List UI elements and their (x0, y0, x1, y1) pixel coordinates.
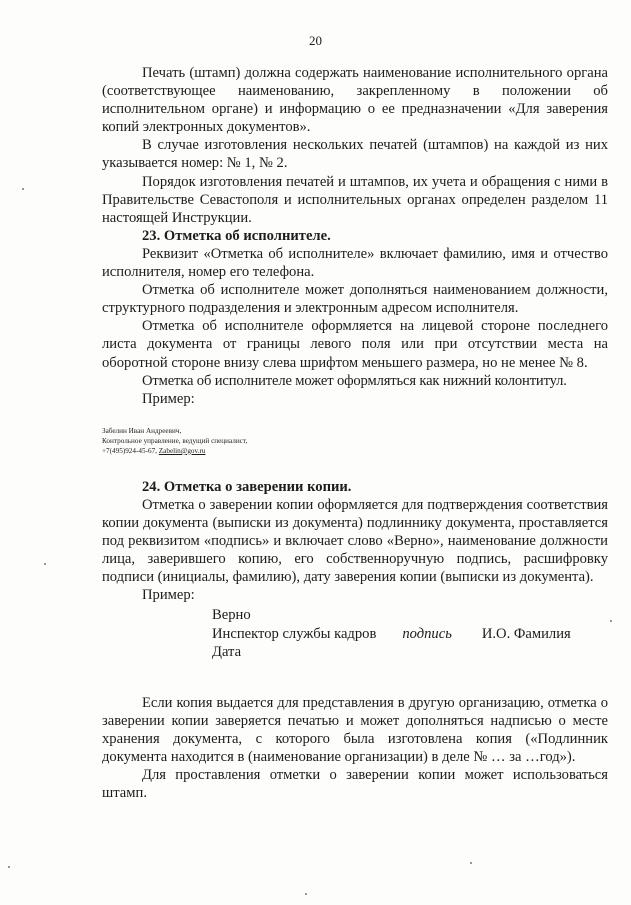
executor-contacts (102, 446, 608, 456)
section-23-heading: 23. Отметка об исполнителе. (142, 227, 331, 244)
section-24-paragraph-2: Если копия выдается для представления в другую организацию, отметка о заверении копии заверяется печатью и может дополняться надписью о месте хранения документа, с которого была изготовлена копия («Подлинник документа находится в (наименование организации) в деле № … за …год»). (102, 694, 608, 766)
paragraph-stamp-numbers: В случае изготовления нескольких печатей (штампов) на каждой из них указывается номер: № 1, № 2. (102, 137, 608, 172)
example-label-1: Пример: (142, 390, 195, 407)
certification-signature-line (212, 625, 608, 644)
page-content (102, 64, 608, 803)
section-23-paragraph-2: Отметка об исполнителе может дополняться наименованием должности, структурного подразделения и электронным адресом исполнителя. (102, 282, 608, 317)
certification-signature: подпись (402, 625, 452, 642)
scan-speck (305, 893, 307, 895)
section-24-heading: 24. Отметка о заверении копии. (142, 478, 352, 495)
scan-speck (470, 862, 472, 864)
executor-phone: +7(495)924-45-67, (102, 446, 159, 455)
section-24-paragraph-1: Отметка о заверении копии оформляется для подтверждения соответствия копии документа (выписки из документа) подлиннику документа, проставляется под реквизитом «подпись» и включает слово «Верно», наименование должности лица, заверившего копию, его собственноручную подпись, расшифровку подписи (инициалы, фамилию), дату заверения копии (выписки из документа). (102, 496, 608, 586)
copy-certification-example (212, 606, 608, 662)
scan-speck (610, 620, 612, 622)
paragraph-stamp-procedure: Порядок изготовления печатей и штампов, их учета и обращения с ними в Правительстве Севастополя и исполнительных органах определен разделом 11 настоящей Инструкции. (102, 173, 608, 226)
executor-name: Забелин Иван Андреевич, (102, 426, 182, 435)
executor-position: Контрольное управление, ведущий специалист, (102, 436, 248, 445)
scan-speck (22, 188, 24, 190)
executor-mark-example (102, 426, 608, 456)
certification-position: Инспектор службы кадров (212, 625, 377, 642)
executor-email-link[interactable]: Zabelin@gov.ru (158, 446, 206, 455)
section-24-paragraph-3: Для проставления отметки о заверении копии может использоваться штамп. (102, 767, 608, 802)
section-23-paragraph-3: Отметка об исполнителе оформляется на лицевой стороне последнего листа документа от границы левого поля или при отсутствии места на оборотной стороне внизу слева шрифтом меньшего размера, но не менее № 8. (102, 318, 608, 371)
scan-speck (8, 866, 10, 868)
section-23-paragraph-1: Реквизит «Отметка об исполнителе» включает фамилию, имя и отчество исполнителя, номер его телефона. (102, 245, 608, 281)
section-23-paragraph-4: Отметка об исполнителе может оформляться как нижний колонтитул. (142, 372, 567, 389)
page-number: 20 (309, 33, 322, 48)
scan-speck (44, 563, 46, 565)
paragraph-stamp-content: Печать (штамп) должна содержать наименование исполнительного органа (соответствующее наименованию, закрепленному в положении об исполнительном органе) и информацию о ее предназначении «Для заверения копий электронных документов». (102, 65, 608, 136)
certification-word: Верно (212, 607, 251, 624)
certification-date: Дата (212, 644, 242, 661)
certification-name: И.О. Фамилия (481, 625, 571, 642)
example-label-2: Пример: (142, 587, 195, 604)
